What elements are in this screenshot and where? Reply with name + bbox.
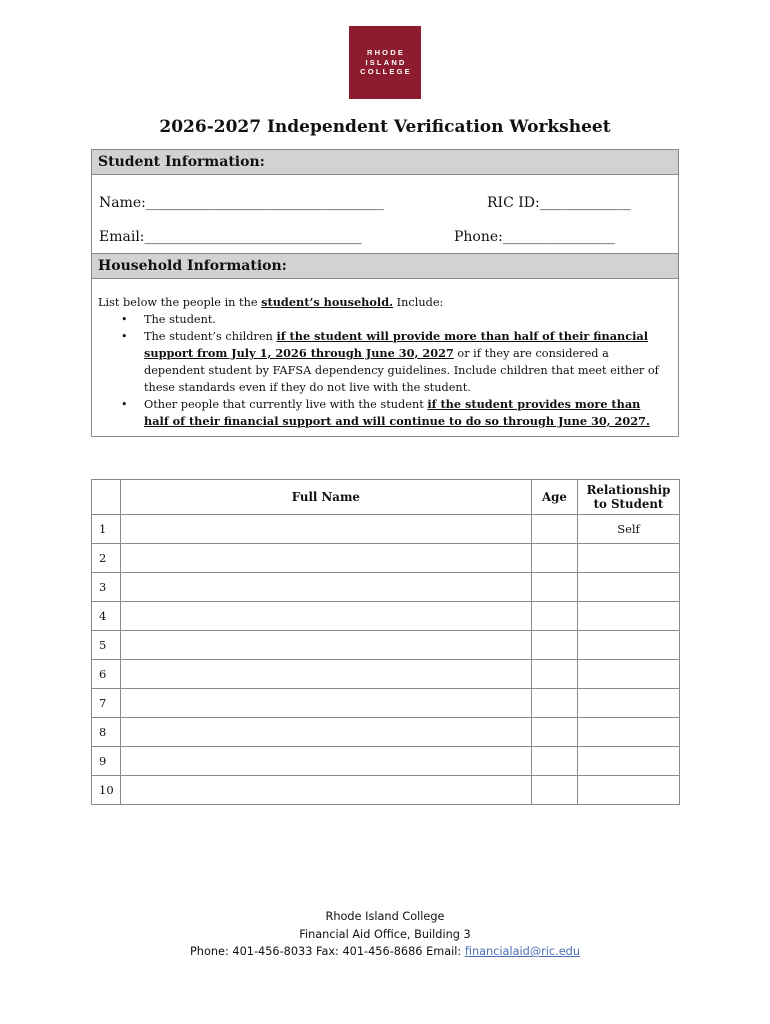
footer-office: Financial Aid Office, Building 3 bbox=[299, 927, 471, 941]
relationship-cell[interactable] bbox=[578, 689, 680, 718]
table-row bbox=[92, 515, 680, 544]
row-number: 9 bbox=[92, 747, 121, 776]
bullet-other-people bbox=[144, 396, 668, 430]
household-instructions bbox=[92, 279, 678, 430]
row-number: 1 bbox=[92, 515, 121, 544]
age-cell[interactable] bbox=[532, 573, 578, 602]
name-field[interactable]: Name:__________________________________ bbox=[99, 195, 384, 211]
table-row bbox=[92, 689, 680, 718]
relationship-cell[interactable]: Self bbox=[578, 515, 680, 544]
row-number: 3 bbox=[92, 573, 121, 602]
age-cell[interactable] bbox=[532, 544, 578, 573]
row-number: 2 bbox=[92, 544, 121, 573]
table-row bbox=[92, 544, 680, 573]
bullet3-prefix: Other people that currently live with the student bbox=[144, 398, 428, 411]
table-row bbox=[92, 602, 680, 631]
ric-id-field[interactable]: RIC ID:_____________ bbox=[487, 195, 631, 211]
footer-phone-fax: Phone: 401-456-8033 Fax: 401-456-8686 Email: bbox=[189, 945, 465, 958]
intro-bold: student’s household. bbox=[261, 295, 394, 309]
full-name-cell[interactable] bbox=[120, 515, 531, 544]
age-cell[interactable] bbox=[532, 776, 578, 805]
table-row bbox=[92, 776, 680, 805]
full-name-cell[interactable] bbox=[120, 631, 531, 660]
age-cell[interactable] bbox=[532, 631, 578, 660]
full-name-cell[interactable] bbox=[120, 747, 531, 776]
table-row bbox=[92, 631, 680, 660]
full-name-cell[interactable] bbox=[120, 689, 531, 718]
age-cell[interactable] bbox=[532, 689, 578, 718]
header-relationship: Relationship to Student bbox=[578, 480, 680, 515]
full-name-cell[interactable] bbox=[120, 660, 531, 689]
logo-line-1: RHODE bbox=[366, 48, 406, 58]
age-cell[interactable] bbox=[532, 602, 578, 631]
bullet2-bold: if the student will provide more than half of their financial support from July 1, 2026 through June 30, 2027 bbox=[144, 329, 649, 360]
row-number: 4 bbox=[92, 602, 121, 631]
relationship-cell[interactable] bbox=[578, 718, 680, 747]
row-number: 10 bbox=[92, 776, 121, 805]
table-row bbox=[92, 747, 680, 776]
household-information-section bbox=[91, 253, 679, 437]
relationship-cell[interactable] bbox=[578, 747, 680, 776]
page-title: 2026-2027 Independent Verification Worksheet bbox=[159, 117, 611, 137]
age-cell[interactable] bbox=[532, 660, 578, 689]
header-full-name: Full Name bbox=[120, 480, 531, 515]
full-name-cell[interactable] bbox=[120, 573, 531, 602]
footer-email-link[interactable]: financialaid@ric.edu bbox=[464, 945, 580, 958]
college-logo bbox=[349, 26, 421, 99]
relationship-cell[interactable] bbox=[578, 660, 680, 689]
bullet2-suffix: or if they are considered a dependent student by FAFSA dependency guidelines. Include children that meet either of these standards even if they do not live with the student. bbox=[144, 347, 659, 394]
age-cell[interactable] bbox=[532, 718, 578, 747]
full-name-cell[interactable] bbox=[120, 602, 531, 631]
footer-contact bbox=[0, 943, 770, 961]
table-row bbox=[92, 718, 680, 747]
household-information-heading: Household Information: bbox=[92, 254, 678, 279]
bullet-children bbox=[144, 328, 668, 396]
row-number: 5 bbox=[92, 631, 121, 660]
intro-prefix: List below the people in the bbox=[98, 296, 262, 309]
relationship-cell[interactable] bbox=[578, 631, 680, 660]
row-number: 7 bbox=[92, 689, 121, 718]
relationship-cell[interactable] bbox=[578, 602, 680, 631]
email-field[interactable]: Email:_______________________________ bbox=[99, 229, 362, 245]
relationship-cell[interactable] bbox=[578, 776, 680, 805]
row-number: 6 bbox=[92, 660, 121, 689]
full-name-cell[interactable] bbox=[120, 544, 531, 573]
student-information-section bbox=[91, 149, 679, 254]
full-name-cell[interactable] bbox=[120, 718, 531, 747]
intro-suffix: Include: bbox=[393, 296, 444, 309]
footer bbox=[0, 908, 770, 961]
table-row bbox=[92, 660, 680, 689]
table-header-row bbox=[92, 480, 680, 515]
student-information-heading: Student Information: bbox=[92, 150, 678, 175]
row-number: 8 bbox=[92, 718, 121, 747]
household-members-table bbox=[91, 479, 680, 805]
logo-line-2: ISLAND bbox=[365, 57, 407, 67]
footer-college-name: Rhode Island College bbox=[325, 910, 445, 923]
bullet3-bold: if the student provides more than half of their financial support and will continue to do so through June 30, 2027. bbox=[144, 397, 650, 428]
header-age: Age bbox=[532, 480, 578, 515]
relationship-cell[interactable] bbox=[578, 544, 680, 573]
household-intro bbox=[98, 294, 668, 311]
age-cell[interactable] bbox=[532, 747, 578, 776]
household-bullet-list bbox=[98, 311, 668, 430]
bullet2-prefix: The student’s children bbox=[144, 330, 277, 343]
logo-line-3: COLLEGE bbox=[360, 67, 412, 77]
bullet-student: • The student. bbox=[144, 311, 668, 328]
table-row bbox=[92, 573, 680, 602]
phone-field[interactable]: Phone:________________ bbox=[454, 229, 615, 245]
age-cell[interactable] bbox=[532, 515, 578, 544]
relationship-cell[interactable] bbox=[578, 573, 680, 602]
full-name-cell[interactable] bbox=[120, 776, 531, 805]
header-num bbox=[92, 480, 121, 515]
